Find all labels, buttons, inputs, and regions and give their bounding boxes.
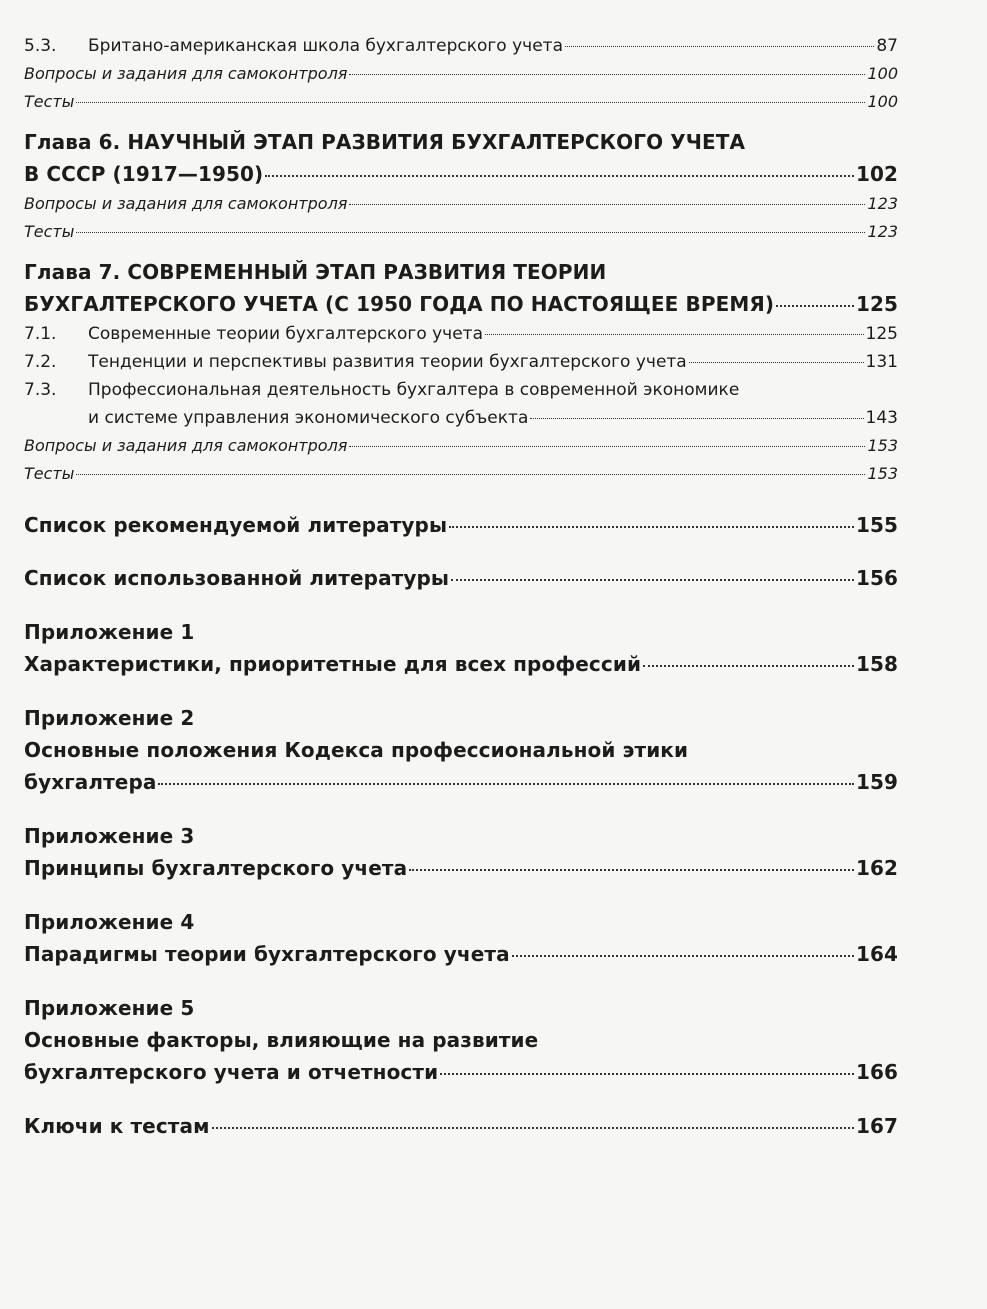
section-number: 7.3. (24, 380, 57, 400)
entry-title: Тесты (24, 222, 75, 241)
page-number: 156 (855, 566, 898, 590)
dot-leader (76, 232, 865, 233)
toc-entry-tests-ch5[interactable] (24, 88, 898, 116)
dot-leader (776, 305, 854, 307)
page-number: 131 (865, 352, 898, 372)
toc-entry-questions-ch5[interactable] (24, 60, 898, 88)
appendix-title-line1: Основные положения Кодекса профессиональной этики (24, 738, 689, 762)
toc-entry-appendix-1[interactable] (24, 616, 898, 680)
appendix-label: Приложение 5 (24, 996, 195, 1020)
toc-entry-section-7-2[interactable] (24, 348, 898, 376)
chapter-title-line2: БУХГАЛТЕРСКОГО УЧЕТА (С 1950 ГОДА ПО НАСТОЯЩЕЕ ВРЕМЯ) (24, 292, 775, 316)
dot-leader (689, 362, 864, 363)
page-number: 125 (855, 292, 898, 316)
page-number: 159 (855, 770, 898, 794)
dot-leader (212, 1127, 854, 1129)
dot-leader (76, 474, 865, 475)
page-number: 167 (855, 1114, 898, 1138)
dot-leader (565, 46, 874, 47)
toc-entry-section-7-3[interactable] (24, 376, 898, 432)
entry-title: Вопросы и задания для самоконтроля (24, 436, 348, 455)
page-number: 153 (867, 436, 898, 455)
section-number: 5.3. (24, 36, 57, 56)
chapter-title-line1: Глава 7. СОВРЕМЕННЫЙ ЭТАП РАЗВИТИЯ ТЕОРИИ (24, 260, 607, 284)
section-title-line1: Профессиональная деятельность бухгалтера в современной экономике (88, 380, 740, 400)
chapter-title-line2: В СССР (1917—1950) (24, 162, 264, 186)
dot-leader (265, 175, 854, 177)
page-number: 166 (855, 1060, 898, 1084)
toc-entry-chapter-6[interactable] (24, 126, 898, 190)
section-title-line2: и системе управления экономического субъекта (88, 408, 529, 428)
appendix-title: Характеристики, приоритетные для всех профессий (24, 652, 642, 676)
page-number: 158 (855, 652, 898, 676)
section-title: Британо-американская школа бухгалтерского учета (88, 36, 563, 56)
appendix-label: Приложение 4 (24, 910, 195, 934)
entry-title: Вопросы и задания для самоконтроля (24, 194, 348, 213)
page-number: 102 (855, 162, 898, 186)
toc-entry-appendix-4[interactable] (24, 906, 898, 970)
toc-entry-tests-ch7[interactable] (24, 460, 898, 488)
toc-entry-recommended-literature[interactable] (24, 509, 898, 541)
entry-title: Список рекомендуемой литературы (24, 513, 448, 537)
toc-entry-questions-ch6[interactable] (24, 190, 898, 218)
dot-leader (349, 446, 865, 447)
appendix-title: Принципы бухгалтерского учета (24, 856, 408, 880)
toc-entry-tests-ch6[interactable] (24, 218, 898, 246)
page-number: 123 (867, 194, 898, 213)
toc-entry-test-keys[interactable] (24, 1110, 898, 1142)
dot-leader (76, 102, 865, 103)
dot-leader (409, 869, 854, 871)
appendix-label: Приложение 2 (24, 706, 195, 730)
section-title: Современные теории бухгалтерского учета (88, 324, 484, 344)
appendix-label: Приложение 3 (24, 824, 195, 848)
page-number: 100 (867, 92, 898, 111)
toc-entry-section-5-3[interactable] (24, 32, 898, 60)
toc-entry-used-literature[interactable] (24, 562, 898, 594)
page-number: 125 (865, 324, 898, 344)
dot-leader (349, 74, 865, 75)
entry-title: Тесты (24, 464, 75, 483)
page-number: 123 (867, 222, 898, 241)
page-number: 155 (855, 513, 898, 537)
page-number: 143 (865, 408, 898, 428)
entry-title: Тесты (24, 92, 75, 111)
toc-entry-section-7-1[interactable] (24, 320, 898, 348)
dot-leader (643, 665, 854, 667)
section-number: 7.2. (24, 352, 57, 372)
page-number: 162 (855, 856, 898, 880)
toc-entry-questions-ch7[interactable] (24, 432, 898, 460)
toc-entry-appendix-5[interactable] (24, 992, 898, 1088)
entry-title: Вопросы и задания для самоконтроля (24, 64, 348, 83)
entry-title: Ключи к тестам (24, 1114, 210, 1138)
page-number: 100 (867, 64, 898, 83)
appendix-title-line2: бухгалтерского учета и отчетности (24, 1060, 439, 1084)
dot-leader (349, 204, 865, 205)
appendix-title: Парадигмы теории бухгалтерского учета (24, 942, 510, 966)
page-number: 153 (867, 464, 898, 483)
table-of-contents (24, 32, 898, 1142)
dot-leader (451, 579, 854, 581)
appendix-label: Приложение 1 (24, 620, 195, 644)
dot-leader (449, 526, 854, 528)
dot-leader (158, 783, 853, 785)
toc-entry-chapter-7[interactable] (24, 256, 898, 320)
dot-leader (440, 1073, 854, 1075)
dot-leader (512, 955, 854, 957)
toc-entry-appendix-2[interactable] (24, 702, 898, 798)
appendix-title-line2: бухгалтера (24, 770, 157, 794)
page-number: 87 (876, 36, 898, 56)
dot-leader (485, 334, 864, 335)
toc-entry-appendix-3[interactable] (24, 820, 898, 884)
entry-title: Список использованной литературы (24, 566, 450, 590)
section-number: 7.1. (24, 324, 57, 344)
chapter-title-line1: Глава 6. НАУЧНЫЙ ЭТАП РАЗВИТИЯ БУХГАЛТЕРСКОГО УЧЕТА (24, 130, 746, 154)
page-number: 164 (855, 942, 898, 966)
section-title: Тенденции и перспективы развития теории бухгалтерского учета (88, 352, 687, 372)
appendix-title-line1: Основные факторы, влияющие на развитие (24, 1028, 539, 1052)
dot-leader (530, 418, 863, 419)
